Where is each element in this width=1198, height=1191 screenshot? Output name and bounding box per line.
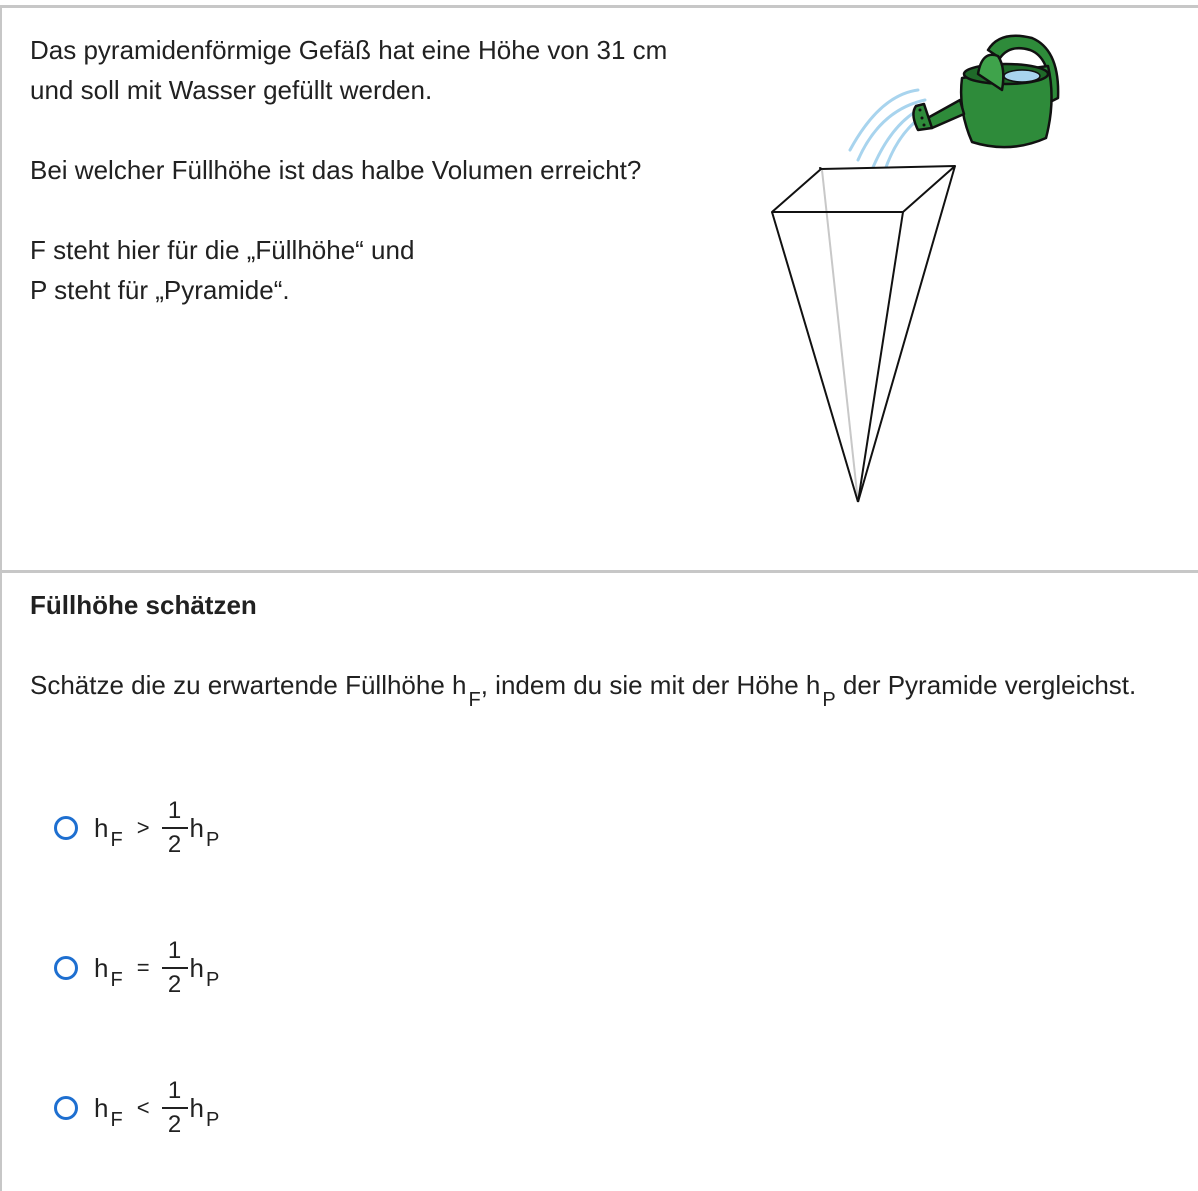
relation-symbol: < <box>136 1095 150 1120</box>
legend-line-2: P steht für „Pyramide“. <box>30 275 290 305</box>
pyramid-vessel-icon <box>772 166 955 502</box>
fraction-bar <box>162 1107 188 1109</box>
h-variable: h <box>94 952 109 983</box>
prompt-text-1: Schätze die zu erwartende Füllhöhe h <box>30 670 467 700</box>
section-title: Füllhöhe schätzen <box>30 590 257 620</box>
left-border <box>0 5 2 1191</box>
legend-line-1: F steht hier für die „Füllhöhe“ und <box>30 235 415 265</box>
prompt-subscript-p: P <box>822 689 836 711</box>
intro-line-1: Das pyramidenförmige Gefäß hat eine Höhe von 31 cm <box>30 35 668 65</box>
fraction-numerator: 1 <box>167 797 182 824</box>
top-divider <box>0 5 1198 8</box>
answer-option-less[interactable] <box>54 1068 219 1148</box>
subscript-f: F <box>110 968 123 991</box>
relation-symbol: = <box>136 955 150 980</box>
radio-button[interactable] <box>54 816 78 840</box>
fraction <box>162 1077 188 1139</box>
intro-line-2: und soll mit Wasser gefüllt werden. <box>30 75 433 105</box>
radio-button[interactable] <box>54 1096 78 1120</box>
option-expression <box>94 937 219 999</box>
fraction-bar <box>162 967 188 969</box>
subscript-p: P <box>206 828 220 851</box>
fraction-denominator: 2 <box>167 971 182 998</box>
section-divider <box>0 570 1198 573</box>
h-variable: h <box>189 952 205 983</box>
h-variable: h <box>94 1092 109 1123</box>
fraction <box>162 797 188 859</box>
task-description <box>30 30 667 310</box>
subscript-f: F <box>110 828 123 851</box>
answer-option-greater[interactable] <box>54 788 219 868</box>
subscript-f: F <box>110 1108 123 1131</box>
option-expression <box>94 1077 219 1139</box>
estimate-prompt <box>30 670 1137 711</box>
subscript-p: P <box>206 1108 220 1131</box>
fraction-numerator: 1 <box>167 1077 182 1104</box>
option-expression <box>94 797 219 859</box>
prompt-subscript-f: F <box>468 689 481 711</box>
h-variable: h <box>189 1092 205 1123</box>
prompt-text-3: der Pyramide vergleichst. <box>835 670 1137 700</box>
fraction <box>162 937 188 999</box>
h-variable: h <box>189 812 205 843</box>
prompt-text-2: , indem du sie mit der Höhe h <box>480 670 821 700</box>
radio-button[interactable] <box>54 956 78 980</box>
subscript-p: P <box>206 968 220 991</box>
answer-option-equal[interactable] <box>54 928 219 1008</box>
fraction-bar <box>162 827 188 829</box>
watering-can-icon <box>913 36 1058 147</box>
h-variable: h <box>94 812 109 843</box>
relation-symbol: > <box>136 815 150 840</box>
fraction-denominator: 2 <box>167 1111 182 1138</box>
fraction-denominator: 2 <box>167 831 182 858</box>
question-text: Bei welcher Füllhöhe ist das halbe Volumen erreicht? <box>30 155 642 185</box>
pyramid-watering-can-illustration <box>760 30 1080 510</box>
fraction-numerator: 1 <box>167 937 182 964</box>
